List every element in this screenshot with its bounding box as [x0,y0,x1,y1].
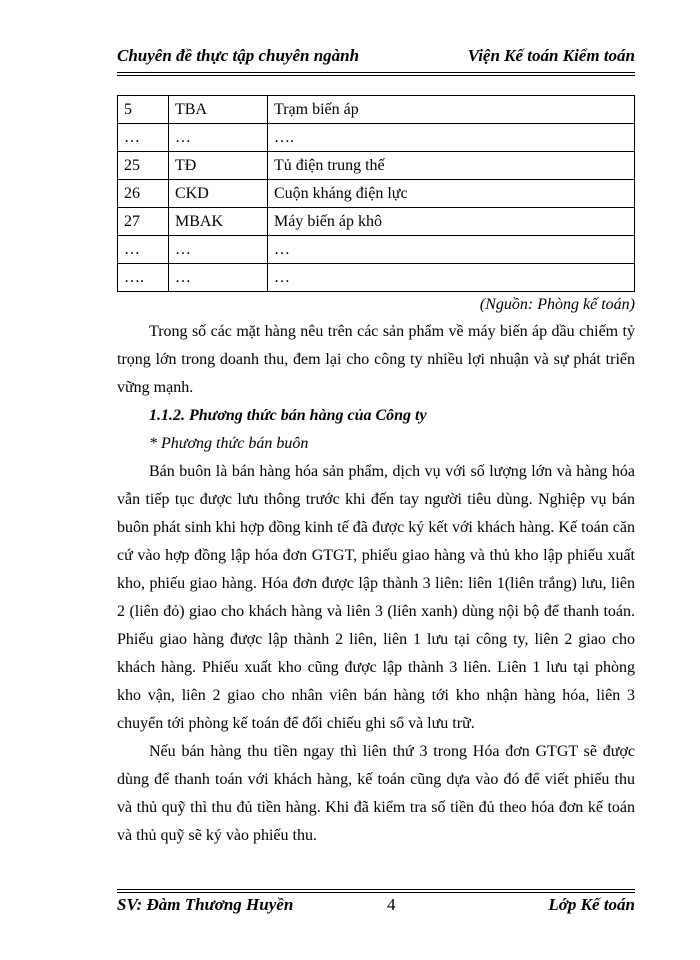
table-cell-name: Trạm biến áp [268,96,635,124]
header-divider [117,72,635,76]
table-row [118,180,635,208]
body-content [117,318,635,850]
table-cell-name: … [268,236,635,264]
table-row [118,236,635,264]
paragraph-payment: Nếu bán hàng thu tiền ngay thì liên thứ 3 trong Hóa đơn GTGT sẽ được dùng để thanh toán với khách hàng, kế toán cũng dựa vào đó để viết phiếu thu và thủ quỹ thì thu đủ tiền hàng. Khi đã kiểm tra số tiền đủ theo hóa đơn kế toán và thủ quỹ sẽ ký vào phiếu thu. [117,743,635,844]
table-cell-number: 25 [118,152,169,180]
table-cell-number: … [118,124,169,152]
table-cell-number: 5 [118,96,169,124]
page-header [117,46,635,72]
table-cell-code: … [169,124,268,152]
source-note: (Nguồn: Phòng kế toán) [479,296,635,313]
header-right-title: Viện Kế toán Kiểm toán [467,46,635,65]
table-row [118,96,635,124]
header-left-title: Chuyên đề thực tập chuyên ngành [117,46,360,65]
table-cell-code: MBAK [169,208,268,236]
table-cell-name: Cuộn kháng điện lực [268,180,635,208]
sub-heading: * Phương thức bán buôn [149,435,309,452]
table-cell-number: … [118,236,169,264]
footer-student-name: SV: Đàm Thương Huyền [117,895,294,914]
table-cell-code: TĐ [169,152,268,180]
table-row [118,152,635,180]
table-cell-code: … [169,264,268,292]
footer-divider [117,889,635,893]
table-row [118,208,635,236]
table-cell-number: 27 [118,208,169,236]
table-cell-number: 26 [118,180,169,208]
table-row [118,124,635,152]
table-cell-name: Máy biến áp khô [268,208,635,236]
table-cell-name: … [268,264,635,292]
footer-class-name: Lớp Kế toán [548,895,635,914]
table-cell-number: …. [118,264,169,292]
table-row [118,264,635,292]
paragraph-intro: Trong số các mặt hàng nêu trên các sản phẩm về máy biến áp dầu chiếm tỷ trọng lớn trong doanh thu, đem lại cho công ty nhiều lợi nhuận và sự phát triển vững mạnh. [117,323,635,396]
table-cell-code: … [169,236,268,264]
product-code-table [117,95,635,292]
page-number: 4 [387,895,396,914]
paragraph-wholesale: Bán buôn là bán hàng hóa sản phẩm, dịch vụ với số lượng lớn và hàng hóa vẫn tiếp tục được lưu thông trước khi đến tay người tiêu dùng. Nghiệp vụ bán buôn phát sinh khi hợp đồng kinh tế đã được ký kết với khách hàng. Kế toán căn cứ vào hợp đồng lập hóa đơn GTGT, phiếu giao hàng và thủ kho lập phiếu xuất kho, phiếu giao hàng. Hóa đơn được lập thành 3 liên: liên 1(liên trắng) lưu, liên 2 (liên đỏ) giao cho khách hàng và liên 3 (liên xanh) dùng nội bộ để thanh toán. Phiếu giao hàng được lập thành 2 liên, liên 1 lưu tại công ty, liên 2 giao cho khách hàng. Phiếu xuất kho cũng được lập thành 3 liên. Liên 1 lưu tại phòng kho vận, liên 2 giao cho nhân viên bán hàng tới kho nhận hàng hóa, liên 3 chuyển tới phòng kế toán để đối chiếu ghi sổ và lưu trữ. [117,463,635,732]
page-footer [117,895,635,919]
table-cell-name: …. [268,124,635,152]
table-cell-code: TBA [169,96,268,124]
section-heading: 1.1.2. Phương thức bán hàng của Công ty [149,407,427,424]
table-cell-code: CKD [169,180,268,208]
table-cell-name: Tủ điện trung thế [268,152,635,180]
